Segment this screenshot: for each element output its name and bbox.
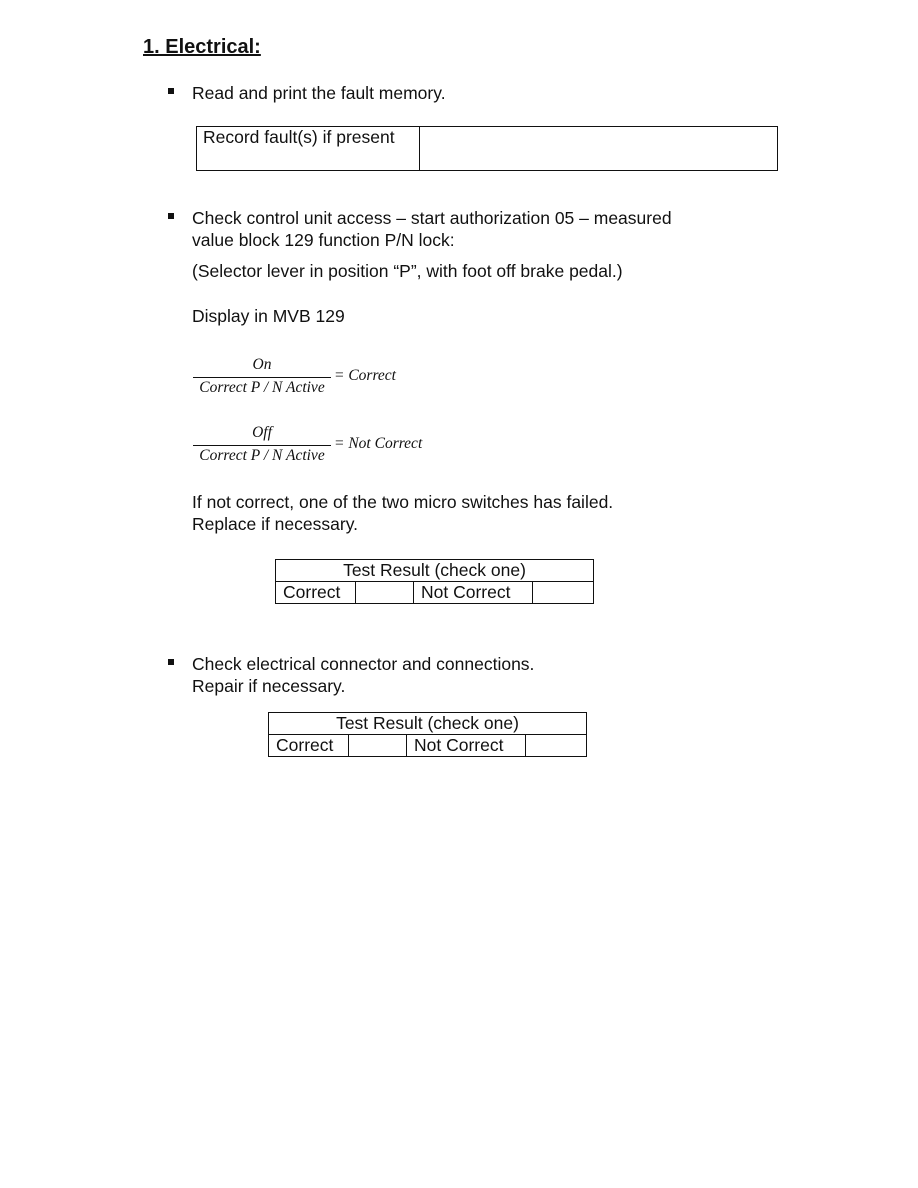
repair-note: Repair if necessary. (192, 676, 346, 696)
correct-label: Correct (269, 735, 349, 757)
fault-record-label: Record fault(s) if present (197, 127, 420, 171)
fault-record-field[interactable] (420, 127, 778, 171)
test-result-table-1 (275, 559, 594, 604)
test-result-title: Test Result (check one) (269, 713, 587, 735)
not-correct-checkbox[interactable] (533, 582, 594, 604)
step-check-control-unit-line2: value block 129 function P/N lock: (192, 230, 455, 250)
not-correct-label: Not Correct (414, 582, 533, 604)
step-check-connector: Check electrical connector and connections. (192, 654, 535, 674)
equation-result: = Not Correct (334, 435, 423, 452)
correct-checkbox[interactable] (349, 735, 407, 757)
correct-checkbox[interactable] (356, 582, 414, 604)
step-read-fault-memory: Read and print the fault memory. (192, 83, 446, 103)
bullet-icon (168, 213, 174, 219)
micro-switch-note: If not correct, one of the two micro switches has failed. (192, 492, 614, 512)
correct-label: Correct (276, 582, 356, 604)
equation-numerator: Off (252, 424, 272, 441)
selector-condition: (Selector lever in position “P”, with foot off brake pedal.) (192, 261, 623, 281)
equation-denominator: Correct P / N Active (199, 379, 325, 396)
fault-record-table (196, 126, 778, 171)
step-check-control-unit-line1: Check control unit access – start authorization 05 – measured (192, 208, 672, 228)
display-mvb-label: Display in MVB 129 (192, 306, 345, 326)
equation-numerator: On (252, 356, 272, 373)
bullet-icon (168, 659, 174, 665)
replace-note: Replace if necessary. (192, 514, 359, 534)
test-result-title: Test Result (check one) (276, 560, 594, 582)
section-heading: 1. Electrical: (143, 36, 261, 58)
not-correct-checkbox[interactable] (526, 735, 587, 757)
fraction-bar (193, 445, 331, 446)
equation-denominator: Correct P / N Active (199, 447, 325, 464)
equation-result: = Correct (334, 367, 396, 384)
test-result-table-2 (268, 712, 587, 757)
bullet-icon (168, 88, 174, 94)
not-correct-label: Not Correct (407, 735, 526, 757)
fraction-bar (193, 377, 331, 378)
